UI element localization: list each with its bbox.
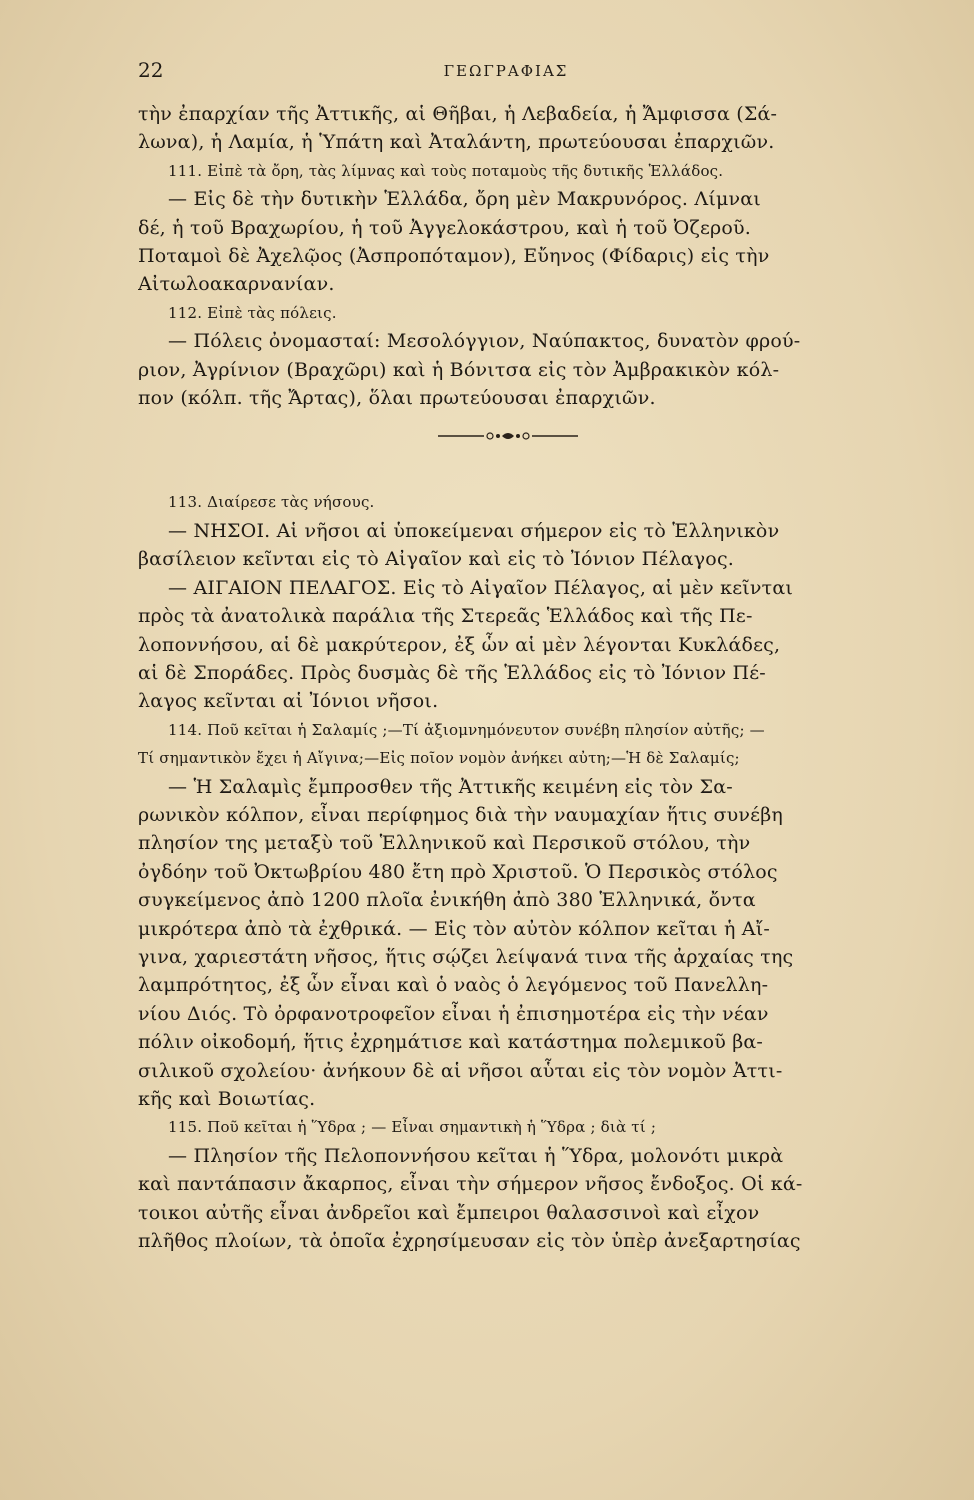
text-line: συγκείμενος ἀπὸ 1200 πλοῖα ἐνικήθη ἀπὸ 380 Ἑλληνικά, ὄντα (138, 889, 756, 912)
text-line: γινα, χαριεστάτη νῆσος, ἥτις σῴζει λείψανά τινα τῆς ἀρχαίας της (138, 945, 794, 968)
text-line: πόλιν οἰκοδομή, ἥτις ἐχρημάτισε καὶ κατάστημα πολεμικοῦ βα- (138, 1031, 764, 1054)
text-line: ρωνικὸν κόλπον, εἶναι περίφημος διὰ τὴν ναυμαχίαν ἥτις συνέβη (138, 803, 783, 826)
text-line: μικρότερα ἀπὸ τὰ ἐχθρικά. — Εἰς τὸν αὐτὸν κόλπον κεῖται ἡ Αἴ- (138, 917, 770, 940)
text-line: — Εἰς δὲ τὴν δυτικὴν Ἑλλάδα, ὄρη μὲν Μακρυνόρος. Λίμναι (168, 188, 761, 211)
question-111: 111. Εἰπὲ τὰ ὄρη, τὰς λίμνας καὶ τοὺς ποταμοὺς τῆς δυτικῆς Ἑλλάδος. (168, 161, 724, 180)
text-line: — ΝΗΣΟΙ. Αἱ νῆσοι αἱ ὑποκείμεναι σήμερον εἰς τὸ Ἑλληνικὸν (168, 519, 780, 542)
section-ornament (138, 422, 878, 450)
page-number: 22 (138, 58, 164, 82)
text-line: πλῆθος πλοίων, τὰ ὁποῖα ἐχρησίμευσαν εἰς τὸν ὑπὲρ ἀνεξαρτησίας (138, 1230, 801, 1253)
text-line: νίου Διός. Τὸ ὀρφανοτροφεῖον εἶναι ἡ ἐπισημοτέρα εἰς τὴν νέαν (138, 1002, 769, 1025)
text-line: κῆς καὶ Βοιωτίας. (138, 1088, 316, 1110)
text-line: σιλικοῦ σχολείου· ἀνήκουν δὲ αἱ νῆσοι αὗται εἰς τὸν νομὸν Ἀττι- (138, 1059, 783, 1082)
text-line: λωνα), ἡ Λαμία, ἡ Ὑπάτη καὶ Ἀταλάντη, πρωτεύουσαι ἐπαρχιῶν. (138, 131, 775, 154)
text-line: λαμπρότητος, ἐξ ὧν εἶναι καὶ ὁ ναὸς ὁ λεγόμενος τοῦ Πανελλη- (138, 974, 769, 997)
text-line: τοικοι αὐτῆς εἶναι ἀνδρεῖοι καὶ ἔμπειροι θαλασσινοὶ καὶ εἶχον (138, 1201, 760, 1224)
text-line: βασίλειον κεῖνται εἰς τὸ Αἰγαῖον καὶ εἰς τὸ Ἰόνιον Πέλαγος. (138, 548, 735, 571)
text-line: — Πόλεις ὀνομασταί: Μεσολόγγιον, Ναύπακτος, δυνατὸν φρού- (168, 330, 801, 353)
text-line: Ποταμοὶ δὲ Ἀχελῷος (Ἀσπροπόταμον), Εὔηνος (Φίδαρις) εἰς τὴν (138, 245, 770, 268)
text-line: — ΑΙΓΑΙΟΝ ΠΕΛΑΓΟΣ. Εἰς τὸ Αἰγαῖον Πέλαγος, αἱ μὲν κεῖνται (168, 576, 794, 599)
text-line: — Πλησίον τῆς Πελοποννήσου κεῖται ἡ Ὕδρα, μολονότι μικρὰ (168, 1144, 784, 1167)
text-line: πον (κόλπ. τῆς Ἄρτας), ὅλαι πρωτεύουσαι ἐπαρχιῶν. (138, 387, 656, 410)
ornament-divider-icon (438, 429, 578, 443)
text-line: — Ἡ Σαλαμὶς ἔμπροσθεν τῆς Ἀττικῆς κειμένη εἰς τὸν Σα- (168, 775, 733, 798)
text-line: λαγος κεῖνται αἱ Ἰόνιοι νῆσοι. (138, 690, 439, 713)
text-line: λοποννήσου, αἱ δὲ μακρύτερον, ἐξ ὧν αἱ μὲν λέγονται Κυκλάδες, (138, 633, 781, 656)
text-line: ὀγδόην τοῦ Ὀκτωβρίου 480 ἔτη πρὸ Χριστοῦ. Ὁ Περσικὸς στόλος (138, 860, 778, 883)
page-header (138, 58, 874, 88)
text-line: Αἰτωλοακαρνανίαν. (138, 273, 335, 296)
text-line: πρὸς τὰ ἀνατολικὰ παράλια τῆς Στερεᾶς Ἑλλάδος καὶ τῆς Πε- (138, 605, 753, 628)
text-line: αἱ δὲ Σποράδες. Πρὸς δυσμὰς δὲ τῆς Ἑλλάδος εἰς τὸ Ἰόνιον Πέ- (138, 661, 766, 684)
question-113: 113. Διαίρεσε τὰς νήσους. (168, 493, 375, 512)
page-body (138, 100, 878, 1255)
question-115: 115. Ποῦ κεῖται ἡ Ὕδρα ; — Εἶναι σημαντικὴ ἡ Ὕδρα ; διὰ τί ; (168, 1118, 657, 1137)
text-line: τὴν ἐπαρχίαν τῆς Ἀττικῆς, αἱ Θῆβαι, ἡ Λεβαδεία, ἡ Ἄμφισσα (Σά- (138, 103, 778, 125)
question-114-cont: Τί σημαντικὸν ἔχει ἡ Αἴγινα;—Εἰς ποῖον νομὸν ἀνήκει αὐτη;—Ἡ δὲ Σαλαμίς; (138, 749, 740, 768)
question-114: 114. Ποῦ κεῖται ἡ Σαλαμίς ;—Τί ἀξιομνημόνευτον συνέβη πλησίον αὐτῆς; — (168, 720, 765, 739)
question-112: 112. Εἰπὲ τὰς πόλεις. (168, 303, 337, 322)
running-title: ΓΕΩΓΡΑΦΙΑΣ (443, 62, 569, 80)
text-line: ριον, Ἀγρίνιον (Βραχῶρι) καὶ ἡ Βόνιτσα εἰς τὸν Ἀμβρακικὸν κόλ- (138, 358, 780, 381)
text-line: πλησίον της μεταξὺ τοῦ Ἑλληνικοῦ καὶ Περσικοῦ στόλου, τὴν (138, 832, 751, 855)
text-line: δέ, ἡ τοῦ Βραχωρίου, ἡ τοῦ Ἀγγελοκάστρου, καὶ ἡ τοῦ Ὀζεροῦ. (138, 216, 751, 239)
text-line: καὶ παντάπασιν ἄκαρπος, εἶναι τὴν σήμερον νῆσος ἔνδοξος. Οἱ κά- (138, 1173, 803, 1196)
